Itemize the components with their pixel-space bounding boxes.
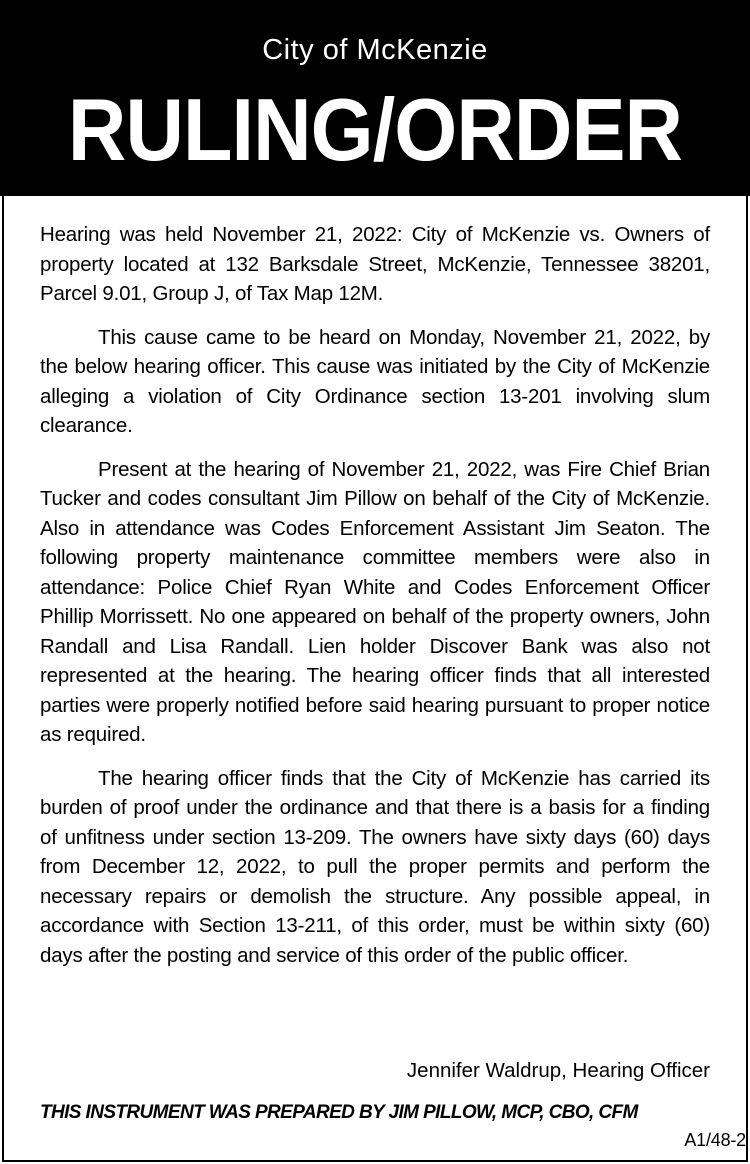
paragraph-findings: The hearing officer finds that the City of McKenzie has carried its burden of proof under the ordinance and that there is a basis for a finding of unfitness under section 13-209. The owners have sixty days (60) days from December 12, 2022, to pull the proper permits and perform the necessary repairs or demolish the structure. Any possible appeal, in accordance with Section 13-211, of this order, must be within sixty (60) days after the posting and service of this order of the public officer. xyxy=(40,766,710,967)
paragraph-cause-heard: This cause came to be heard on Monday, November 21, 2022, by the below hearing officer. This cause was initiated by the City of McKenzie alleging a violation of City Ordinance section 13-201 involving slum clearance. xyxy=(40,325,710,437)
notice-body xyxy=(40,220,710,984)
ad-reference-code: A1/48-2 xyxy=(684,1130,746,1150)
prepared-by-line: THIS INSTRUMENT WAS PREPARED BY JIM PILLOW, MCP, CBO, CFM xyxy=(40,1102,638,1123)
signature-line: Jennifer Waldrup, Hearing Officer xyxy=(406,1059,710,1082)
paragraph-attendance: Present at the hearing of November 21, 2022, was Fire Chief Brian Tucker and codes consultant Jim Pillow on behalf of the City of McKenzie. Also in attendance was Codes Enforcement Assistant Jim Seaton. The following property maintenance committee members were also in attendance: Police Chief Ryan White and Codes Enforcement Officer Phillip Morrissett. No one appeared on behalf of the property owners, John Randall and Lisa Randall. Lien holder Discover Bank was also not represented at the hearing. The hearing officer finds that all interested parties were properly notified before said hearing pursuant to proper notice as required. xyxy=(40,457,710,746)
paragraph-hearing-held: Hearing was held November 21, 2022: City of McKenzie vs. Owners of property located at 132 Barksdale Street, McKenzie, Tennessee 38201, Parcel 9.01, Group J, of Tax Map 12M. xyxy=(40,223,710,305)
notice-header xyxy=(0,0,750,196)
city-name: City of McKenzie xyxy=(262,34,488,66)
notice-title: RULING/ORDER xyxy=(67,80,683,179)
